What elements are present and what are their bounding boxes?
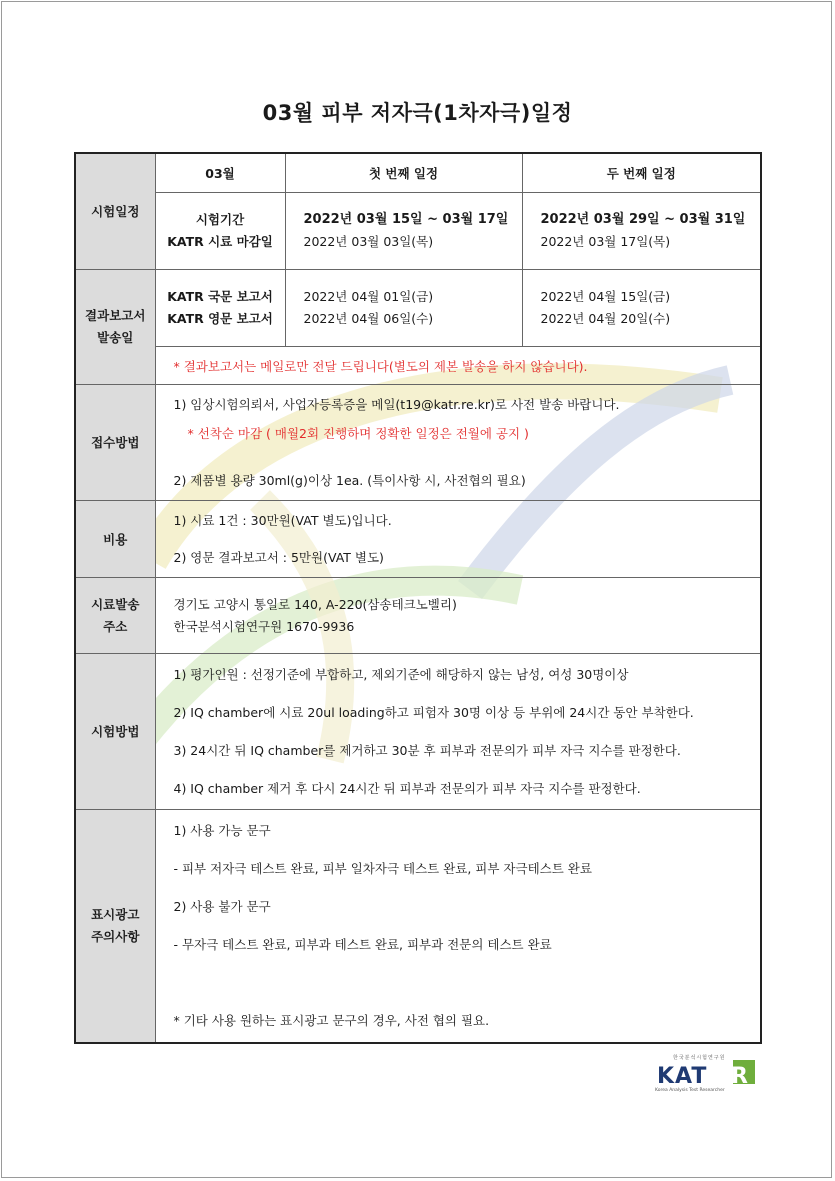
header-second-schedule: 두 번째 일정 <box>522 153 761 193</box>
label-test-schedule: 시험일정 <box>75 153 155 270</box>
first-test-period: 2022년 03월 15일 ~ 03월 17일 <box>303 212 509 227</box>
method-line-4: 4) IQ chamber 제거 후 다시 24시간 뒤 피부과 전문의가 피부 자극 지수를 판정한다. <box>173 780 641 796</box>
logo-text: KAT <box>657 1064 708 1089</box>
label-advert-line1: 표시광고 <box>91 906 140 922</box>
label-shipping-line1: 시료발송 <box>91 596 140 612</box>
second-en-report-date: 2022년 04월 20일(수) <box>540 311 671 326</box>
report-row-labels <box>155 270 285 347</box>
label-report-line1: 결과보고서 <box>85 308 146 323</box>
advert-line-3: 2) 사용 불가 문구 <box>173 899 271 914</box>
method-line-3: 3) 24시간 뒤 IQ chamber를 제거하고 30분 후 피부과 전문의가 피부 자극 지수를 판정한다. <box>173 742 681 758</box>
cost-line-1: 1) 시료 1건 : 30만원(VAT 별도)입니다. <box>173 512 392 528</box>
second-sample-deadline: 2022년 03월 17일(목) <box>540 234 671 249</box>
first-schedule-cell <box>285 193 522 270</box>
label-shipping-line2: 주소 <box>103 618 128 634</box>
second-report-cell <box>522 270 761 347</box>
method-cell <box>155 654 761 810</box>
page-title: 03월 피부 저자극(1차자극)일정 <box>262 101 573 125</box>
first-report-cell <box>285 270 522 347</box>
label-kr-report: KATR 국문 보고서 <box>167 289 273 304</box>
second-kr-report-date: 2022년 04월 15일(금) <box>540 289 671 304</box>
header-first-schedule: 첫 번째 일정 <box>285 153 522 193</box>
label-advert-line2: 주의사항 <box>91 928 140 944</box>
label-en-report: KATR 영문 보고서 <box>167 311 273 326</box>
advert-line-4: - 무자극 테스트 완료, 피부과 테스트 완료, 피부과 전문의 테스트 완료 <box>173 937 552 952</box>
advert-footnote: * 기타 사용 원하는 표시광고 문구의 경우, 사전 협의 필요. <box>173 1013 490 1028</box>
advertising-cell <box>155 810 761 1043</box>
schedule-table <box>74 152 762 1044</box>
logo-mark: R <box>731 1064 748 1089</box>
label-test-method: 시험방법 <box>75 654 155 810</box>
first-en-report-date: 2022년 04월 06일(수) <box>303 311 434 326</box>
second-test-period: 2022년 03월 29일 ~ 03월 31일 <box>540 212 746 227</box>
cost-line-2: 2) 영문 결과보고서 : 5만원(VAT 별도) <box>173 549 384 565</box>
label-reception-method: 접수방법 <box>75 385 155 501</box>
label-report-line2: 발송일 <box>97 330 134 345</box>
shipping-cell <box>155 578 761 654</box>
method-line-2: 2) IQ chamber에 시료 20ul loading하고 피험자 30명 이상 등 부위에 24시간 동안 부착한다. <box>173 704 694 720</box>
label-shipping-address <box>75 578 155 654</box>
first-sample-deadline: 2022년 03월 03일(목) <box>303 234 434 249</box>
cost-cell <box>155 501 761 578</box>
reception-line-1: 1) 임상시험의뢰서, 사업자등록증을 메일(t19@katr.re.kr)로 사전 발송 바랍니다. <box>173 396 620 412</box>
label-cost: 비용 <box>75 501 155 578</box>
shipping-organization: 한국분석시험연구원 1670-9936 <box>173 618 355 634</box>
report-email-note: * 결과보고서는 메일로만 전달 드립니다(별도의 제본 발송을 하지 않습니다). <box>155 347 761 385</box>
reception-line-2: 2) 제품별 용량 30ml(g)이상 1ea. (특이사항 시, 사전협의 필요) <box>173 472 526 488</box>
method-line-1: 1) 평가인원 : 선정기준에 부합하고, 제외기준에 해당하지 않는 남성, 여성 30명이상 <box>173 666 629 682</box>
label-test-period: 시험기간 <box>195 212 245 227</box>
reception-cell <box>155 385 761 501</box>
second-schedule-cell <box>522 193 761 270</box>
shipping-address: 경기도 고양시 통일로 140, A-220(삼송테크노벨리) <box>173 596 457 612</box>
logo-korean-text: 한국분석시험연구원 <box>673 1055 726 1061</box>
first-kr-report-date: 2022년 04월 01일(금) <box>303 289 434 304</box>
schedule-row-labels <box>155 193 285 270</box>
label-report-send-date <box>75 270 155 385</box>
logo-english-text: Korea Analysis Test Researcher <box>655 1088 725 1093</box>
advert-line-2: - 피부 저자극 테스트 완료, 피부 일차자극 테스트 완료, 피부 자극테스트 완료 <box>173 861 592 876</box>
reception-note: * 선착순 마감 ( 매월2회 진행하며 정확한 일정은 전월에 공지 ) <box>187 425 529 441</box>
advert-line-1: 1) 사용 가능 문구 <box>173 823 271 838</box>
label-advertising-caution <box>75 810 155 1043</box>
header-month: 03월 <box>155 153 285 193</box>
katr-logo <box>655 1054 755 1096</box>
label-sample-deadline: KATR 시료 마감일 <box>167 234 273 249</box>
